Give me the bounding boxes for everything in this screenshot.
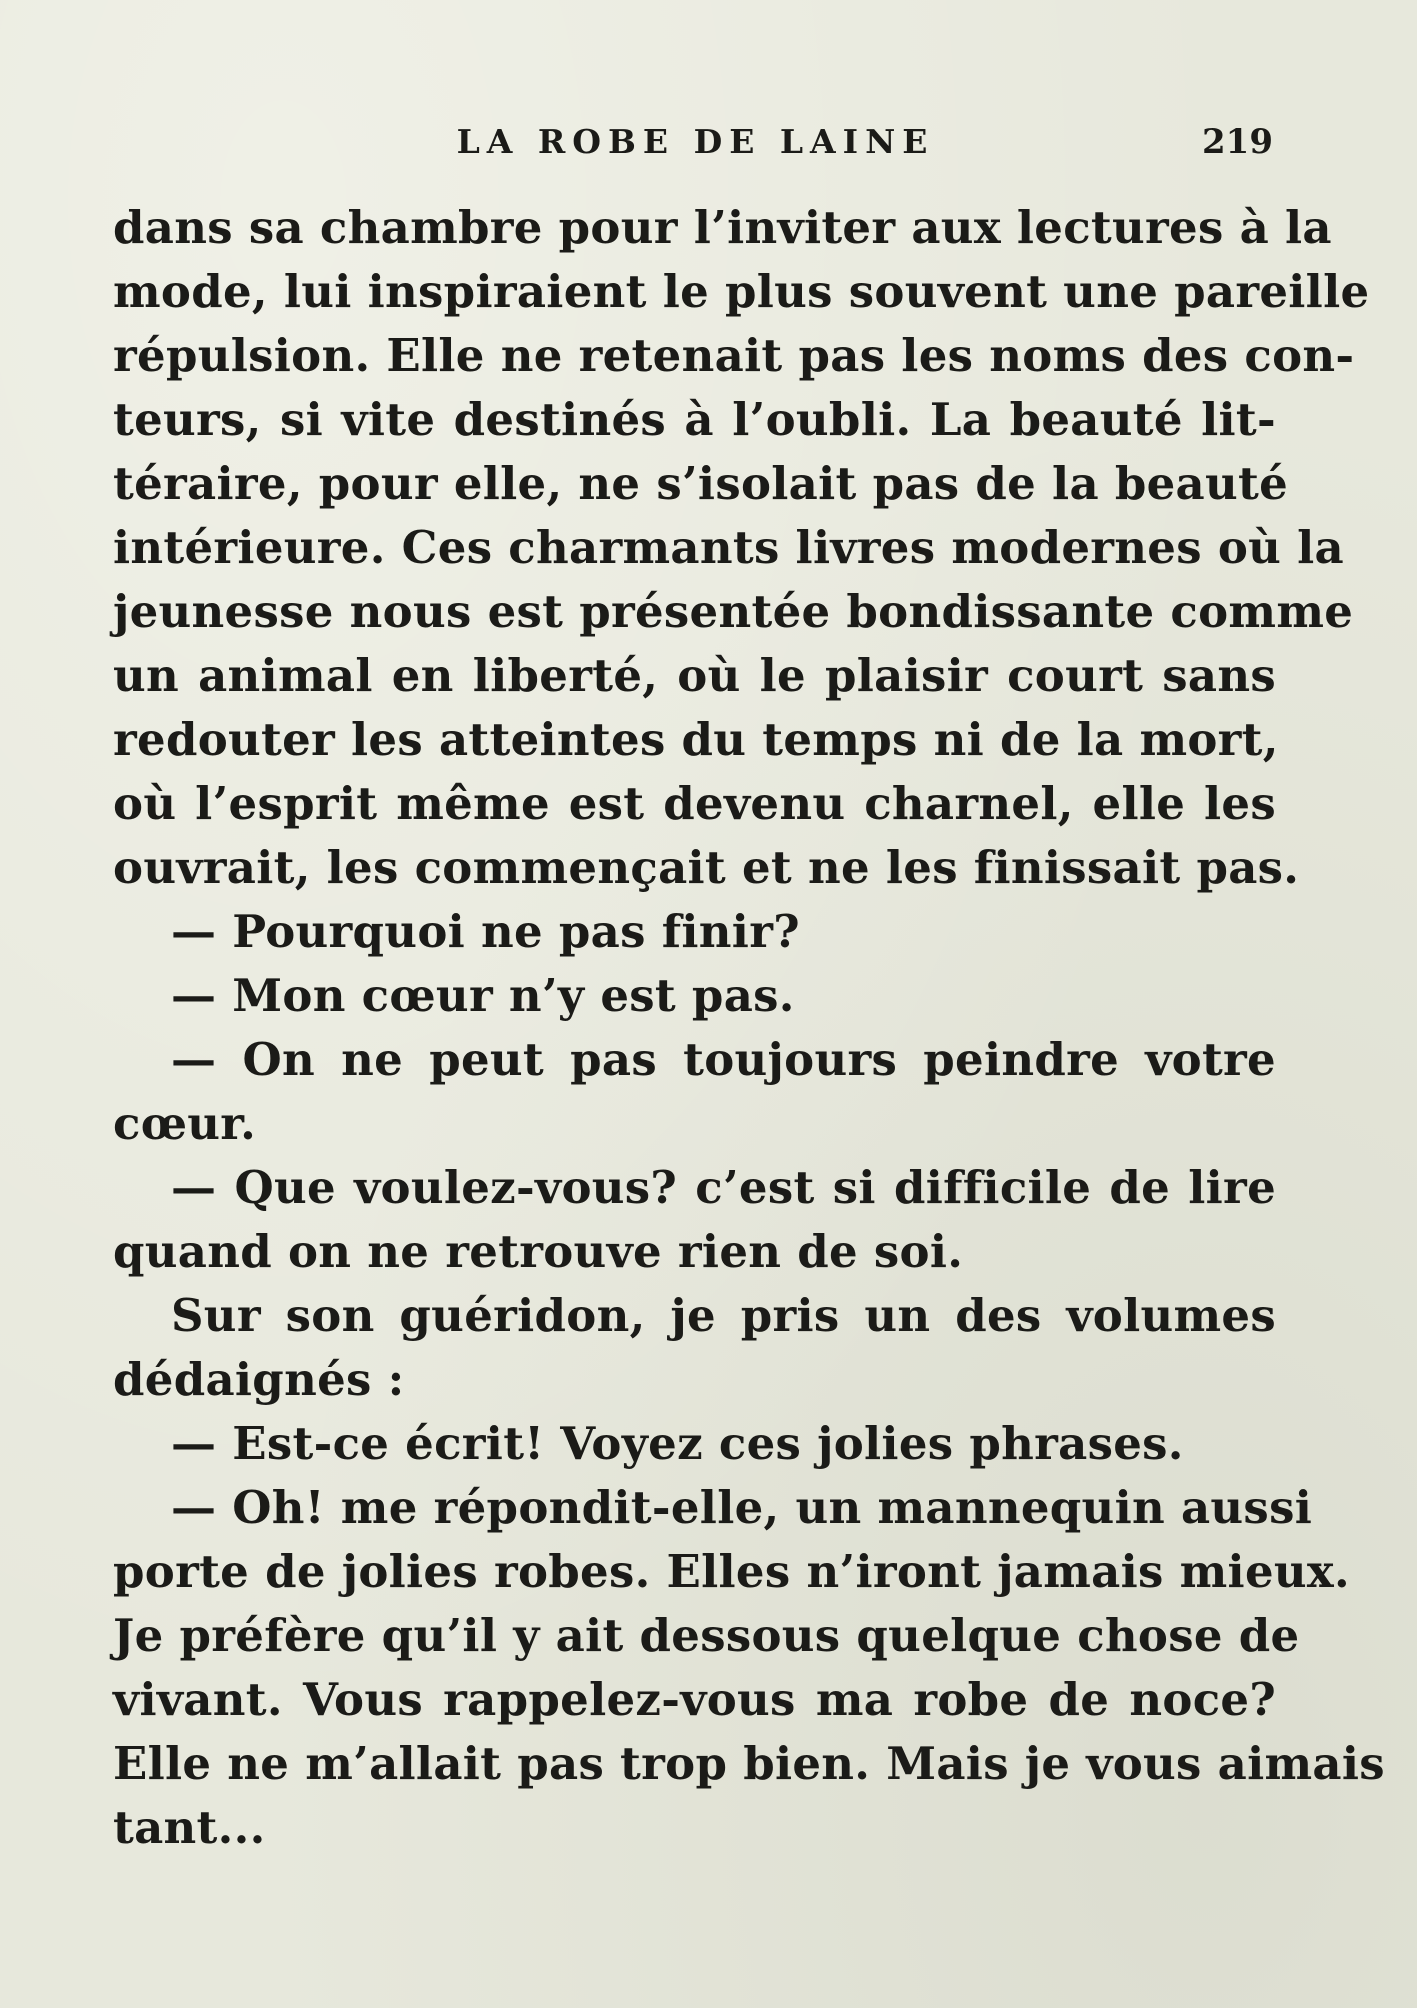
text-line: cœur. [113, 1097, 257, 1150]
text-line: quand on ne retrouve rien de soi. [113, 1225, 964, 1278]
dialogue-line: — On ne peut pas toujours peindre votre [171, 1033, 1276, 1086]
dialogue-line: — Mon cœur n’y est pas. [171, 969, 795, 1022]
page-number: 219 [1202, 122, 1273, 162]
text-line: répulsion. Elle ne retenait pas les noms des con- [113, 329, 1355, 382]
text-line: Je préfère qu’il y ait dessous quelque chose de [113, 1609, 1300, 1662]
text-line: où l’esprit même est devenu charnel, elle les [113, 777, 1276, 830]
text-line: redouter les atteintes du temps ni de la mort, [113, 713, 1279, 766]
text-line: mode, lui inspiraient le plus souvent une pareille [113, 265, 1370, 318]
dialogue-line: — Pourquoi ne pas finir? [171, 905, 800, 958]
text-line: téraire, pour elle, ne s’isolait pas de la beauté [113, 457, 1289, 510]
text-line: tant... [113, 1801, 266, 1854]
paragraph-line: Sur son guéridon, je pris un des volumes [171, 1289, 1276, 1342]
dialogue-line: — Est-ce écrit! Voyez ces jolies phrases. [171, 1417, 1184, 1470]
text-line: dédaignés : [113, 1353, 405, 1406]
text-line: porte de jolies robes. Elles n’iront jamais mieux. [113, 1545, 1350, 1598]
running-head [118, 112, 1273, 172]
text-line: vivant. Vous rappelez-vous ma robe de noce? [113, 1673, 1276, 1726]
dialogue-line: — Oh! me répondit-elle, un mannequin aussi [171, 1481, 1313, 1534]
text-line: dans sa chambre pour l’inviter aux lectures à la [113, 201, 1332, 254]
text-line: un animal en liberté, où le plaisir court sans [113, 649, 1276, 702]
text-line: Elle ne m’allait pas trop bien. Mais je vous aimais [113, 1737, 1385, 1790]
text-line: ouvrait, les commençait et ne les finissait pas. [113, 841, 1300, 894]
running-title: LA ROBE DE LAINE [456, 122, 935, 161]
body-text [113, 196, 1385, 1860]
text-line: teurs, si vite destinés à l’oubli. La beauté lit- [113, 393, 1276, 446]
dialogue-line: — Que voulez-vous? c’est si difficile de lire [171, 1161, 1276, 1214]
text-line: intérieure. Ces charmants livres modernes où la [113, 521, 1344, 574]
text-line: jeunesse nous est présentée bondissante comme [113, 585, 1354, 638]
